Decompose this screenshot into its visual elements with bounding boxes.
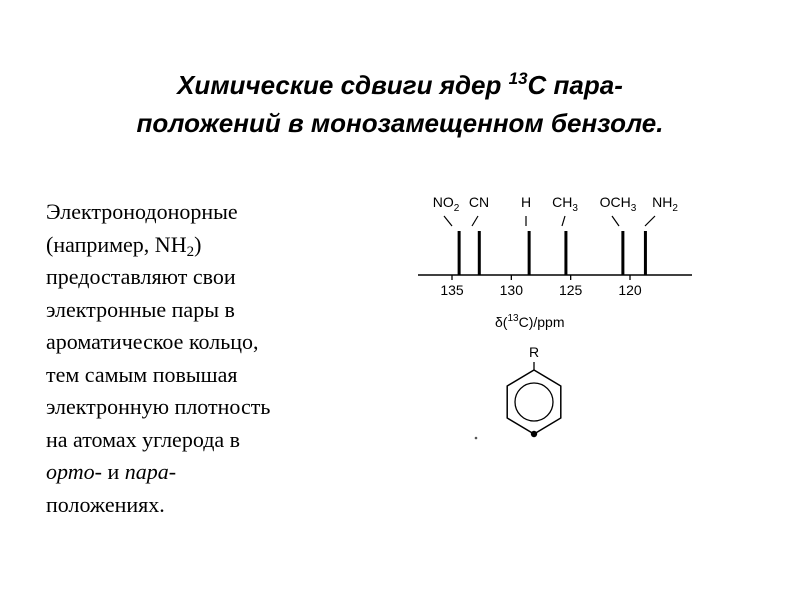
substituent-label: CN bbox=[468, 194, 490, 210]
tick-label: 125 bbox=[558, 282, 583, 298]
leader-line bbox=[444, 216, 452, 226]
axis-label: δ($^{13}$C)/ppm bbox=[495, 313, 565, 330]
title-line-1: Химические сдвиги ядер $^{13}$С пара- bbox=[177, 69, 623, 100]
substituent-label: $NO_2$ bbox=[432, 194, 460, 214]
nmr-figure bbox=[400, 180, 720, 450]
tick-label: 130 bbox=[499, 282, 524, 298]
leader-line bbox=[562, 216, 565, 226]
substituent-label: R bbox=[529, 344, 540, 360]
tick-label: 120 bbox=[618, 282, 642, 298]
stray-dot bbox=[475, 437, 478, 440]
nmr-spectrum bbox=[400, 180, 720, 450]
para-position-dot bbox=[531, 431, 537, 437]
leader-line bbox=[645, 216, 655, 226]
slide-title bbox=[40, 66, 760, 142]
benzene-ring bbox=[507, 344, 561, 437]
ring-circle bbox=[515, 383, 553, 421]
leader-line bbox=[472, 216, 478, 226]
body-paragraph: Электронодонорные (например, $NH_2$) предоставляют свои электронные пары в ароматическое кольцо, тем самым повышая электронную плотность на атомах углерода в орто- и пара- положениях. bbox=[46, 199, 271, 517]
substituent-label: $OCH_3$ bbox=[599, 194, 637, 214]
tick-label: 135 bbox=[440, 282, 464, 298]
title-line-2: положений в монозамещенном бензоле. bbox=[136, 108, 664, 138]
substituent-label: $NH_2$ bbox=[652, 194, 678, 214]
spectrum-marks bbox=[433, 194, 679, 298]
substituent-label: H bbox=[520, 194, 532, 210]
leader-line bbox=[612, 216, 619, 226]
substituent-label: $CH_3$ bbox=[552, 194, 578, 214]
